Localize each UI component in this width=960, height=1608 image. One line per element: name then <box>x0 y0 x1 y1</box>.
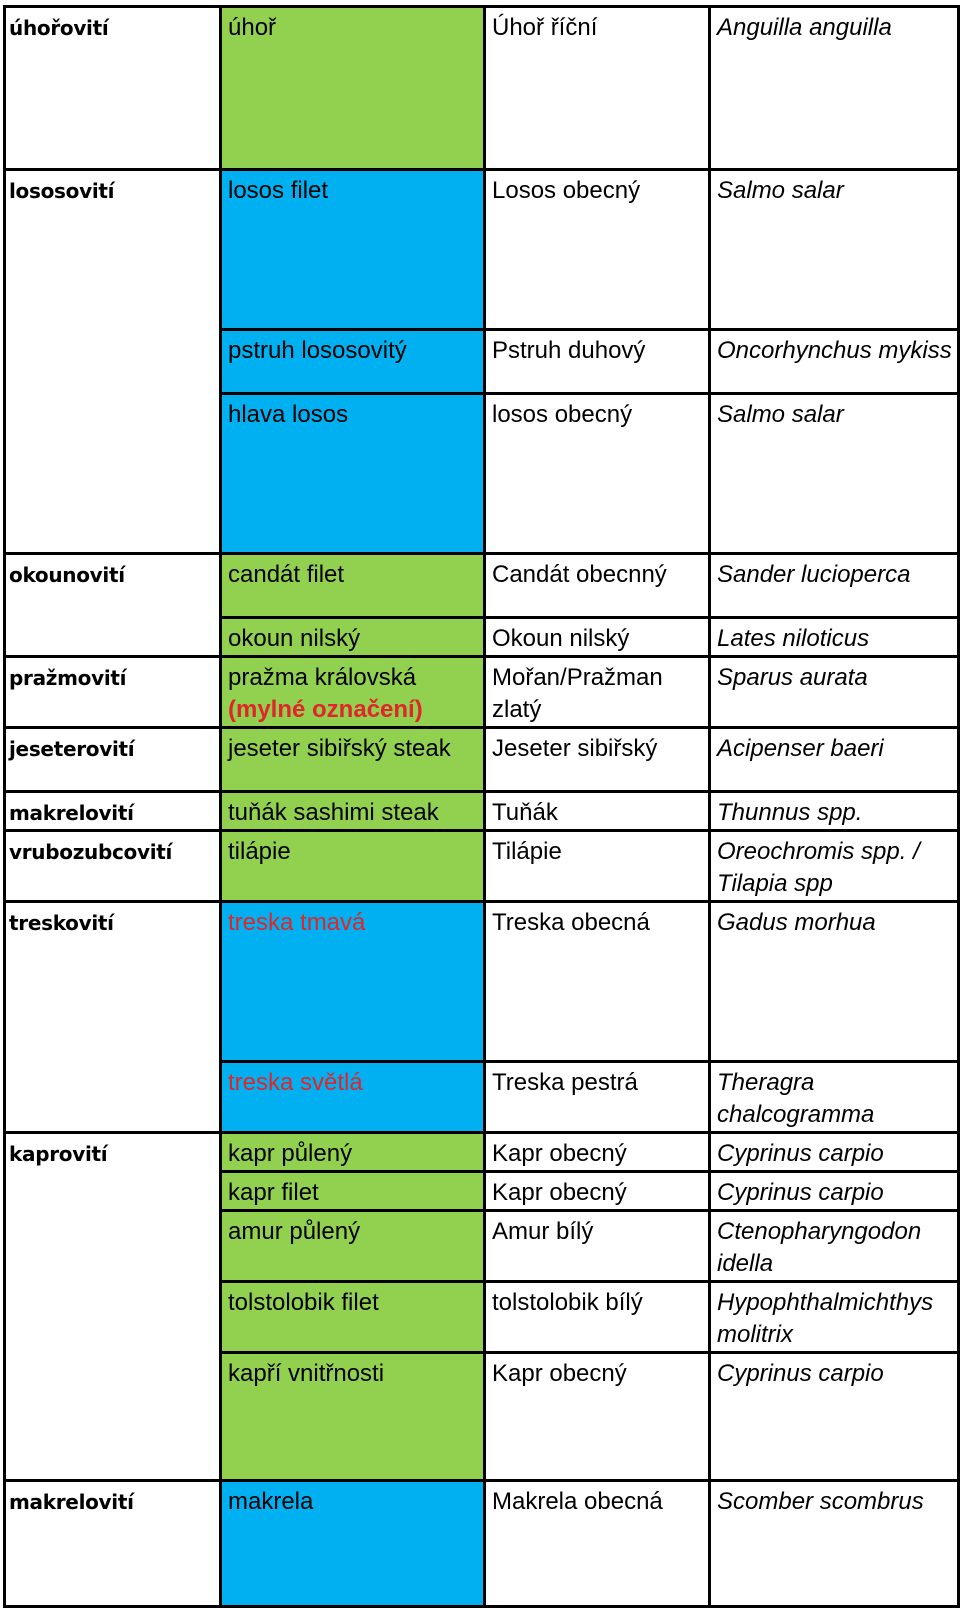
czech-name-cell: Úhoř říční <box>485 7 710 170</box>
table-row <box>5 728 959 792</box>
latin-name-cell: Lates niloticus <box>710 618 959 657</box>
table-row <box>5 554 959 618</box>
czech-name-cell: Amur bílý <box>485 1211 710 1282</box>
trade-name-cell: losos filet <box>221 170 485 330</box>
family-cell: vrubozubcovití <box>5 831 221 902</box>
table-row <box>5 792 959 831</box>
family-cell: pražmovití <box>5 657 221 728</box>
czech-name-cell: Mořan/Pražman zlatý <box>485 657 710 728</box>
table-row <box>5 1481 959 1607</box>
latin-name-cell: Oreochromis spp. / Tilapia spp <box>710 831 959 902</box>
trade-name-cell: tolstolobik filet <box>221 1282 485 1353</box>
trade-name-cell: pstruh lososovitý <box>221 330 485 394</box>
czech-name-cell: Kapr obecný <box>485 1172 710 1211</box>
czech-name-cell: Makrela obecná <box>485 1481 710 1607</box>
czech-name-cell: Candát obecnný <box>485 554 710 618</box>
latin-name-cell: Sparus aurata <box>710 657 959 728</box>
czech-name-cell: tolstolobik bílý <box>485 1282 710 1353</box>
latin-name-cell: Oncorhynchus mykiss <box>710 330 959 394</box>
latin-name-cell: Sander lucioperca <box>710 554 959 618</box>
fish-species-table <box>3 5 960 1608</box>
latin-name-cell: Thunnus spp. <box>710 792 959 831</box>
family-cell: makrelovití <box>5 792 221 831</box>
table-row <box>5 831 959 902</box>
trade-name-cell: tuňák sashimi steak <box>221 792 485 831</box>
czech-name-cell: losos obecný <box>485 394 710 554</box>
trade-name-cell: candát filet <box>221 554 485 618</box>
latin-name-cell: Cyprinus carpio <box>710 1353 959 1481</box>
czech-name-cell: Jeseter sibiřský <box>485 728 710 792</box>
latin-name-cell: Cyprinus carpio <box>710 1172 959 1211</box>
latin-name-cell: Scomber scombrus <box>710 1481 959 1607</box>
table-row <box>5 1133 959 1172</box>
trade-name-cell: tilápie <box>221 831 485 902</box>
family-cell: okounovití <box>5 554 221 657</box>
latin-name-cell: Acipenser baeri <box>710 728 959 792</box>
czech-name-cell: Losos obecný <box>485 170 710 330</box>
trade-name-cell: treska světlá <box>221 1062 485 1133</box>
family-cell: jeseterovití <box>5 728 221 792</box>
trade-name-cell: úhoř <box>221 7 485 170</box>
family-cell: makrelovití <box>5 1481 221 1607</box>
trade-name-cell: okoun nilský <box>221 618 485 657</box>
family-cell: kaprovití <box>5 1133 221 1481</box>
latin-name-cell: Hypophthalmichthys molitrix <box>710 1282 959 1353</box>
trade-name-cell: kapr filet <box>221 1172 485 1211</box>
table-row <box>5 657 959 728</box>
czech-name-cell: Pstruh duhový <box>485 330 710 394</box>
mislabel-note: (mylné označení) <box>228 696 423 723</box>
trade-name-cell: kapří vnitřnosti <box>221 1353 485 1481</box>
czech-name-cell: Kapr obecný <box>485 1353 710 1481</box>
latin-name-cell: Gadus morhua <box>710 902 959 1062</box>
family-cell: treskovití <box>5 902 221 1133</box>
latin-name-cell: Ctenopharyngodon idella <box>710 1211 959 1282</box>
family-cell: lososovití <box>5 170 221 554</box>
table-row <box>5 170 959 330</box>
latin-name-cell: Salmo salar <box>710 170 959 330</box>
trade-name-text: pražma královská <box>228 664 417 691</box>
czech-name-cell: Tuňák <box>485 792 710 831</box>
czech-name-cell: Tilápie <box>485 831 710 902</box>
czech-name-cell: Treska pestrá <box>485 1062 710 1133</box>
trade-name-cell: treska tmavá <box>221 902 485 1062</box>
family-cell: úhořovití <box>5 7 221 170</box>
czech-name-cell: Okoun nilský <box>485 618 710 657</box>
czech-name-cell: Kapr obecný <box>485 1133 710 1172</box>
trade-name-cell <box>221 657 485 728</box>
latin-name-cell: Cyprinus carpio <box>710 1133 959 1172</box>
trade-name-cell: amur půlený <box>221 1211 485 1282</box>
latin-name-cell: Salmo salar <box>710 394 959 554</box>
trade-name-cell: makrela <box>221 1481 485 1607</box>
latin-name-cell: Theragra chalcogramma <box>710 1062 959 1133</box>
table-row <box>5 902 959 1062</box>
trade-name-cell: jeseter sibiřský steak <box>221 728 485 792</box>
latin-name-cell: Anguilla anguilla <box>710 7 959 170</box>
table-row <box>5 7 959 170</box>
czech-name-cell: Treska obecná <box>485 902 710 1062</box>
trade-name-cell: hlava losos <box>221 394 485 554</box>
trade-name-cell: kapr půlený <box>221 1133 485 1172</box>
